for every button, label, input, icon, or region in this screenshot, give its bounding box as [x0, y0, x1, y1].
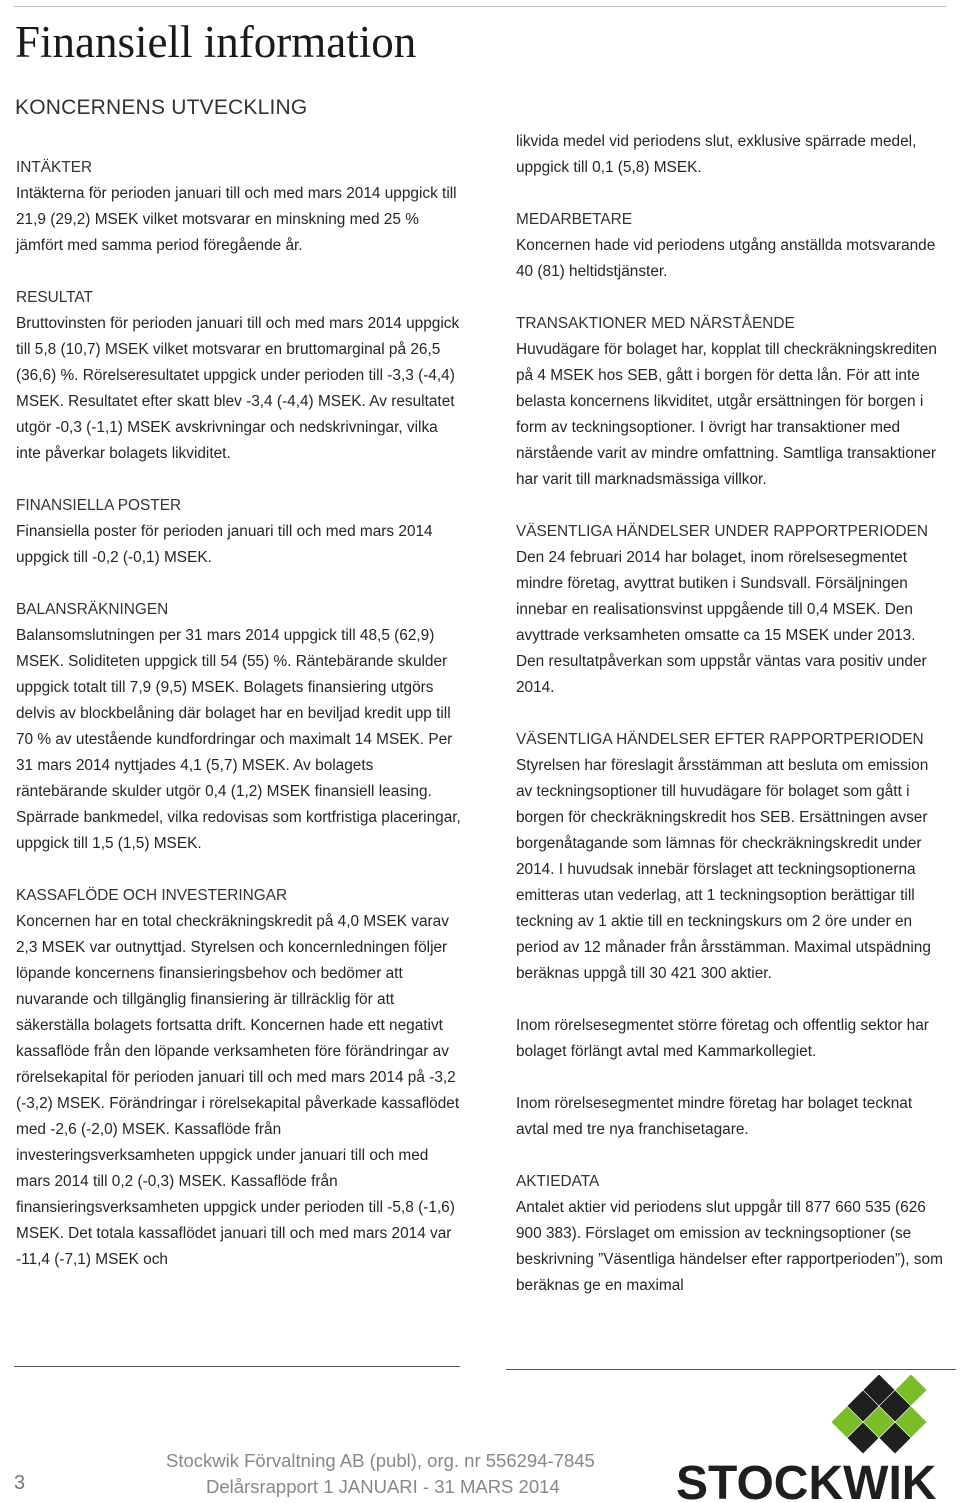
section-aktiedata: [516, 1169, 948, 1299]
footer-report-title: Delårsrapport 1 JANUARI - 31 MARS 2014: [206, 1476, 560, 1497]
section-heading: INTÄKTER: [16, 159, 93, 176]
section-text: Den 24 februari 2014 har bolaget, inom rörelsesegmentet mindre företag, avyttrat butiken i Sundsvall. Försäljningen innebar en realisationsvinst uppgående till 0,4 MSEK. Den avyttrade verksamheten omsatte ca 15 MSEK under 2013. Den resultatpåverkan som uppstår väntas vara positiv under 2014.: [516, 549, 927, 696]
section-handelser-under: [516, 519, 948, 701]
section-intakter: [16, 155, 461, 259]
section-transaktioner: [516, 311, 948, 493]
page-title: Finansiell information: [15, 17, 417, 67]
section-heading: KASSAFLÖDE OCH INVESTERINGAR: [16, 887, 288, 904]
page-number: 3: [14, 1472, 26, 1494]
section-medarbetare: [516, 207, 948, 285]
right-column: [516, 129, 948, 1325]
section-text: likvida medel vid periodens slut, exklusive spärrade medel, uppgick till 0,1 (5,8) MSEK.: [516, 133, 917, 176]
section-resultat: [16, 285, 461, 467]
section-text: Balansomslutningen per 31 mars 2014 uppgick till 48,5 (62,9) MSEK. Soliditeten uppgick till 54 (55) %. Räntebärande skulder uppgick totalt till 7,9 (9,5) MSEK. Bolagets finansiering utgörs delvis av blockbelåning där bolaget har en beviljad kredit upp till 70 % av utestående kundfordringar och maximalt 14 MSEK. Per 31 mars 2014 nyttjades 4,1 (5,7) MSEK. Av bolagets räntebärande skulder utgör 0,4 (1,2) MSEK finansiell leasing. Spärrade bankmedel, vilka redovisas som kortfristiga placeringar, uppgick till 1,5 (1,5) MSEK.: [16, 627, 461, 852]
section-handelser-efter: [516, 727, 948, 987]
stockwik-logo: [676, 1375, 952, 1503]
section-text: Bruttovinsten för perioden januari till och med mars 2014 uppgick till 5,8 (10,7) MSEK vilket motsvarar en bruttomarginal på 26,5 (36,6) %. Rörelseresultatet uppgick under perioden till -3,3 (-4,4) MSEK. Resultatet efter skatt blev -3,4 (-4,4) MSEK. Av resultatet utgör -0,3 (-1,1) MSEK avskrivningar och nedskrivningar, vilka inte påverkar bolagets likviditet.: [16, 315, 460, 462]
section-heading: RESULTAT: [16, 289, 93, 306]
top-rule: [14, 6, 946, 7]
section-heading: TRANSAKTIONER MED NÄRSTÅENDE: [516, 315, 795, 332]
section-balansrakningen: [16, 597, 461, 857]
section-text: Inom rörelsesegmentet större företag och offentlig sektor har bolaget förlängt avtal med Kammarkollegiet.: [516, 1017, 929, 1060]
section-text: Inom rörelsesegmentet mindre företag har bolaget tecknat avtal med tre nya franchisetagare.: [516, 1095, 913, 1138]
section-text: Huvudägare för bolaget har, kopplat till checkräkningskrediten på 4 MSEK hos SEB, gått i borgen för detta lån. För att inte belasta koncernens likviditet, utgår ersättningen för borgen i form av teckningsoptioner. I övrigt har transaktioner med närstående varit av mindre omfattning. Samtliga transaktioner har varit till marknadsmässiga villkor.: [516, 341, 937, 488]
section-text: Koncernen har en total checkräkningskredit på 4,0 MSEK varav 2,3 MSEK var outnyttjad. Styrelsen och koncernledningen följer löpande koncernens finansieringsbehov och bedömer att nuvarande och tillgänglig finansiering är tillräcklig för att säkerställa bolagets fortsatta drift. Koncernen hade ett negativt kassaflöde från den löpande verksamheten före förändringar av rörelsekapital för perioden januari till och med mars 2014 på -3,2 (-3,2) MSEK. Förändringar i rörelsekapital påverkade kassaflödet med -2,6 (-2,0) MSEK. Kassaflöde från investeringsverksamheten uppgick under januari till och med mars 2014 till 0,2 (-0,3) MSEK. Kassaflöde från finansieringsverksamheten uppgick under perioden till -5,8 (-1,6) MSEK. Det totala kassaflödet januari till och med mars 2014 var -11,4 (-7,1) MSEK och: [16, 913, 460, 1268]
section-text: Koncernen hade vid periodens utgång anställda motsvarande 40 (81) heltidstjänster.: [516, 237, 936, 280]
section-finansiella-poster: [16, 493, 461, 571]
section-subtitle: KONCERNENS UTVECKLING: [15, 96, 308, 119]
section-heading: BALANSRÄKNINGEN: [16, 601, 169, 618]
section-heading: AKTIEDATA: [516, 1173, 600, 1190]
section-franchisetagare: [516, 1091, 948, 1143]
section-text: Styrelsen har föreslagit årsstämman att besluta om emission av teckningsoptioner till huvudägare för bolaget som gått i borgen för checkräkningskredit hos SEB. Ersättningen avser borgenåtagande som lämnas för checkräkningskredit under 2014. I huvudsak innebär förslaget att teckningsoptionerna emitteras utan vederlag, att 1 teckningsoption berättigar till teckning av 1 aktie till en teckningskurs om 2 öre under en period av 12 månader från årsstämman. Maximal utspädning beräknas uppgå till 30 421 300 aktier.: [516, 757, 931, 982]
section-kammarkollegiet: [516, 1013, 948, 1065]
section-text: Intäkterna för perioden januari till och med mars 2014 uppgick till 21,9 (29,2) MSEK vilket motsvarar en minskning med 25 % jämfört med samma period föregående år.: [16, 185, 457, 254]
left-bottom-rule: [14, 1366, 460, 1367]
left-column: [16, 155, 461, 1299]
logo-wordmark: STOCKWIK: [676, 1457, 937, 1503]
section-text: Antalet aktier vid periodens slut uppgår till 877 660 535 (626 900 383). Förslaget om emission av teckningsoptioner (se beskrivning ”Väsentliga händelser efter rapportperioden”), som beräknas ge en maximal: [516, 1199, 943, 1294]
section-likvida-medel: [516, 129, 948, 181]
section-heading: VÄSENTLIGA HÄNDELSER EFTER RAPPORTPERIODEN: [516, 731, 924, 748]
footer-rule: [506, 1369, 956, 1370]
footer-company: Stockwik Förvaltning AB (publ), org. nr 556294-7845: [166, 1450, 595, 1471]
section-heading: MEDARBETARE: [516, 211, 633, 228]
section-kassaflode: [16, 883, 461, 1273]
section-heading: VÄSENTLIGA HÄNDELSER UNDER RAPPORTPERIODEN: [516, 523, 928, 540]
logo-mark: [831, 1375, 926, 1454]
section-heading: FINANSIELLA POSTER: [16, 497, 182, 514]
section-text: Finansiella poster för perioden januari till och med mars 2014 uppgick till -0,2 (-0,1) MSEK.: [16, 523, 433, 566]
